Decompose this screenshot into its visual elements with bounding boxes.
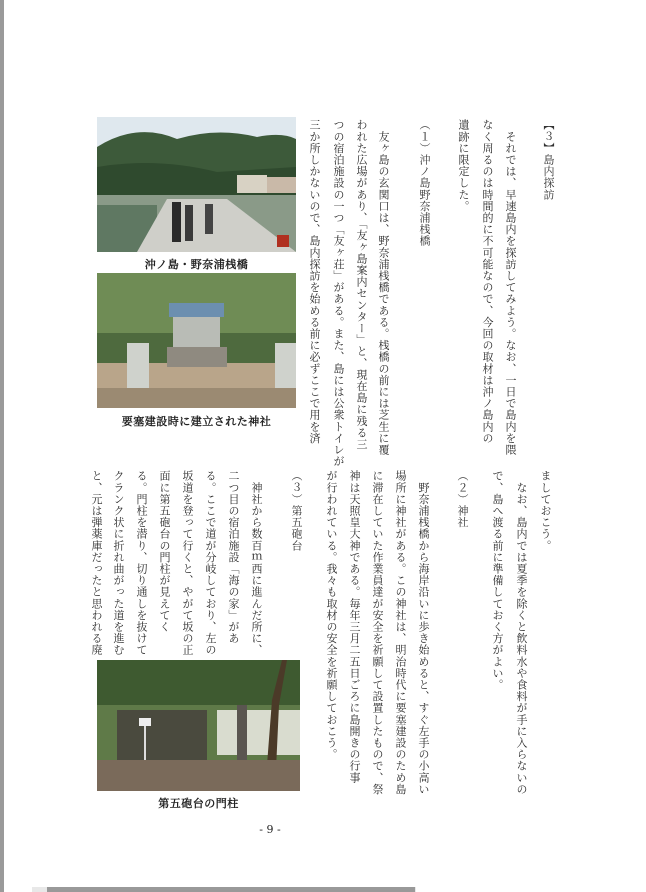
text-column: 坂道を登って行くと、やがて坂の正 [181,470,194,656]
text-column: なお、島内では夏季を除くと飲料水や食料が手に入らないの [515,470,528,795]
text-column: 三か所しかないので、島内探訪を始める前に必ずここで用を済 [308,119,321,444]
text-column: 遺跡に限定した。 [457,119,470,212]
photo-caption: 沖ノ島・野奈浦桟橋 [144,258,249,271]
photo-shrine [97,273,296,408]
text-column: 友ヶ島の玄関口は、野奈浦桟橋である。桟橋の前には芝生に覆 [377,119,390,456]
text-column: が行われている。我々も取材の安全を祈願しておこう。 [325,470,338,760]
text-column: る。門柱を潜り、切り通しを抜けて [135,470,148,656]
text-column: それでは、早速島内を探訪してみよう。なお、一日で島内を隈 [504,119,517,456]
text-column: 神は天照皇大神である。毎年三月二五日ごろに島開きの行事 [348,470,361,784]
text-column: 二つ目の宿泊施設「海の家」があ [227,470,240,644]
text-column: ましておこう。 [539,470,552,552]
photo-gate-pillar [97,660,300,791]
text-column: で、島へ渡る前に準備しておく方がよい。 [491,470,504,691]
text-column: なく周るのは時間的に不可能なので、今回の取材は沖ノ島内の [481,119,494,444]
photo-caption: 要塞建設時に建立された神社 [121,415,272,428]
horizontal-scrollbar-thumb[interactable] [47,887,415,892]
section-heading: 【３】島内探訪 [542,119,555,201]
text-column: つの宿泊施設の一つ「友ヶ荘」がある。また、島には公衆トイレが [332,119,345,467]
text-column: る。ここで道が分岐しており、左の [204,470,217,656]
page-number: - 9 - [259,823,281,836]
text-column: クランク状に折れ曲がった道を進む [112,470,125,656]
photo-caption: 第五砲台の門柱 [158,797,239,810]
window-left-border [0,0,4,892]
section-heading: （２）神社 [456,470,469,528]
text-column: と、元は弾薬庫だったと思われる廃 [90,470,103,656]
text-column: に滞在していた作業員達が安全を祈願して設置したもので、祭 [371,470,384,795]
section-heading: （３）第五砲台 [290,470,303,552]
text-column: われた広場があり、「友ヶ島案内センター」と、現在島に残る三 [355,119,368,450]
photo-pier [97,117,296,252]
text-column: 神社から数百ｍ西に進んだ所に、 [250,470,263,656]
text-column: 野奈浦桟橋から海岸沿いに歩き始めると、すぐ左手の小高い [417,470,430,795]
text-column: 面に第五砲台の門柱が見えてく [158,470,171,633]
text-column: 場所に神社がある。この神社は、明治時代に要塞建設のため島 [394,470,407,795]
section-heading: （１）沖ノ島野奈浦桟橋 [418,119,431,247]
